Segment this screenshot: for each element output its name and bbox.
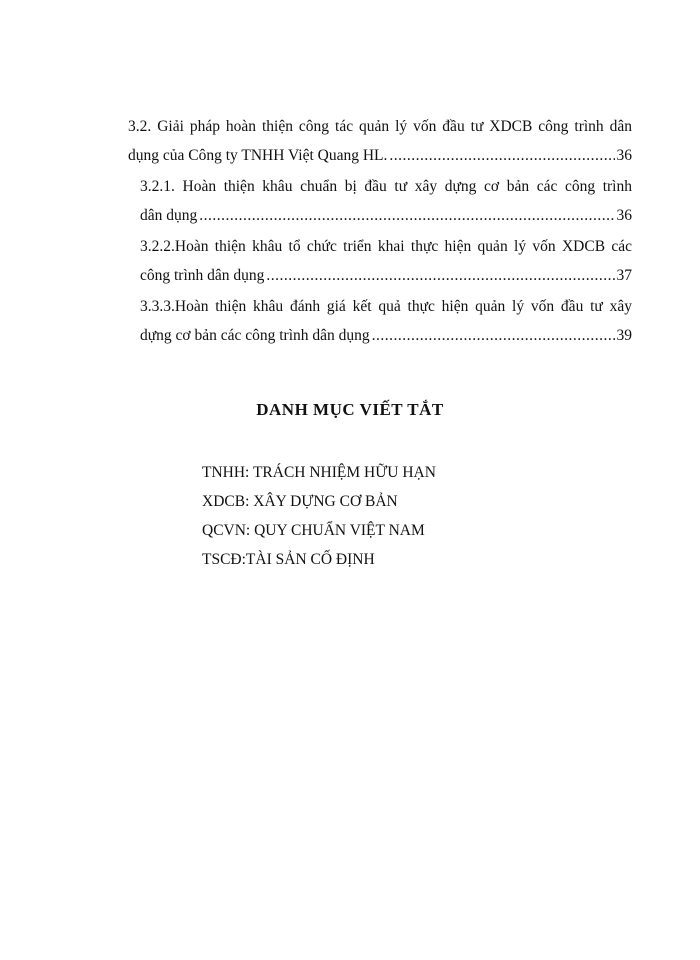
toc-entry-3-2[interactable] <box>128 112 632 170</box>
table-of-contents <box>128 112 632 352</box>
toc-dot-leader <box>199 201 614 230</box>
toc-entry-title-line1: 3.2.2.Hoàn thiện khâu tổ chức triển khai thực hiện quản lý vốn XDCB các <box>140 238 632 255</box>
abbreviations-heading: DANH MỤC VIẾT TẮT <box>256 400 444 419</box>
toc-entry-title-line2 <box>140 201 632 230</box>
toc-entry-title-line2 <box>140 321 632 350</box>
toc-entry-title-line1: 3.2. Giải pháp hoàn thiện công tác quản lý vốn đầu tư XDCB công trình dân <box>128 118 632 135</box>
toc-entry-3-2-1[interactable] <box>140 172 632 230</box>
toc-page-number: 37 <box>616 267 632 284</box>
toc-dot-leader <box>372 321 615 350</box>
toc-page-number: 36 <box>616 207 632 224</box>
toc-page-number: 36 <box>616 147 632 164</box>
toc-entry-title-line1: 3.2.1. Hoàn thiện khâu chuẩn bị đầu tư xây dựng cơ bản các công trình <box>140 178 632 195</box>
abbreviation-item: XDCB: XÂY DỰNG CƠ BẢN <box>202 493 398 510</box>
toc-entry-title-line1: 3.3.3.Hoàn thiện khâu đánh giá kết quả thực hiện quản lý vốn đầu tư xây <box>140 298 632 315</box>
toc-entry-title-end: dụng của Công ty TNHH Việt Quang HL. <box>128 147 388 164</box>
toc-entry-3-2-2[interactable] <box>140 232 632 290</box>
toc-entry-title-end: dân dụng <box>140 207 198 224</box>
toc-dot-leader <box>266 261 614 290</box>
toc-page-number: 39 <box>616 327 632 344</box>
abbreviation-item: TNHH: TRÁCH NHIỆM HỮU HẠN <box>202 464 436 481</box>
toc-dot-leader <box>389 141 614 170</box>
toc-entry-title-line2 <box>128 141 632 170</box>
toc-entry-title-end: công trình dân dụng <box>140 267 265 284</box>
toc-entry-title-end: dựng cơ bản các công trình dân dụng <box>140 327 370 344</box>
toc-entry-3-3-3[interactable] <box>140 292 632 350</box>
abbreviations-list <box>202 458 436 574</box>
abbreviation-item: TSCĐ:TÀI SẢN CỐ ĐỊNH <box>202 551 375 568</box>
toc-entry-title-line2 <box>140 261 632 290</box>
abbreviation-item: QCVN: QUY CHUẨN VIỆT NAM <box>202 522 425 539</box>
